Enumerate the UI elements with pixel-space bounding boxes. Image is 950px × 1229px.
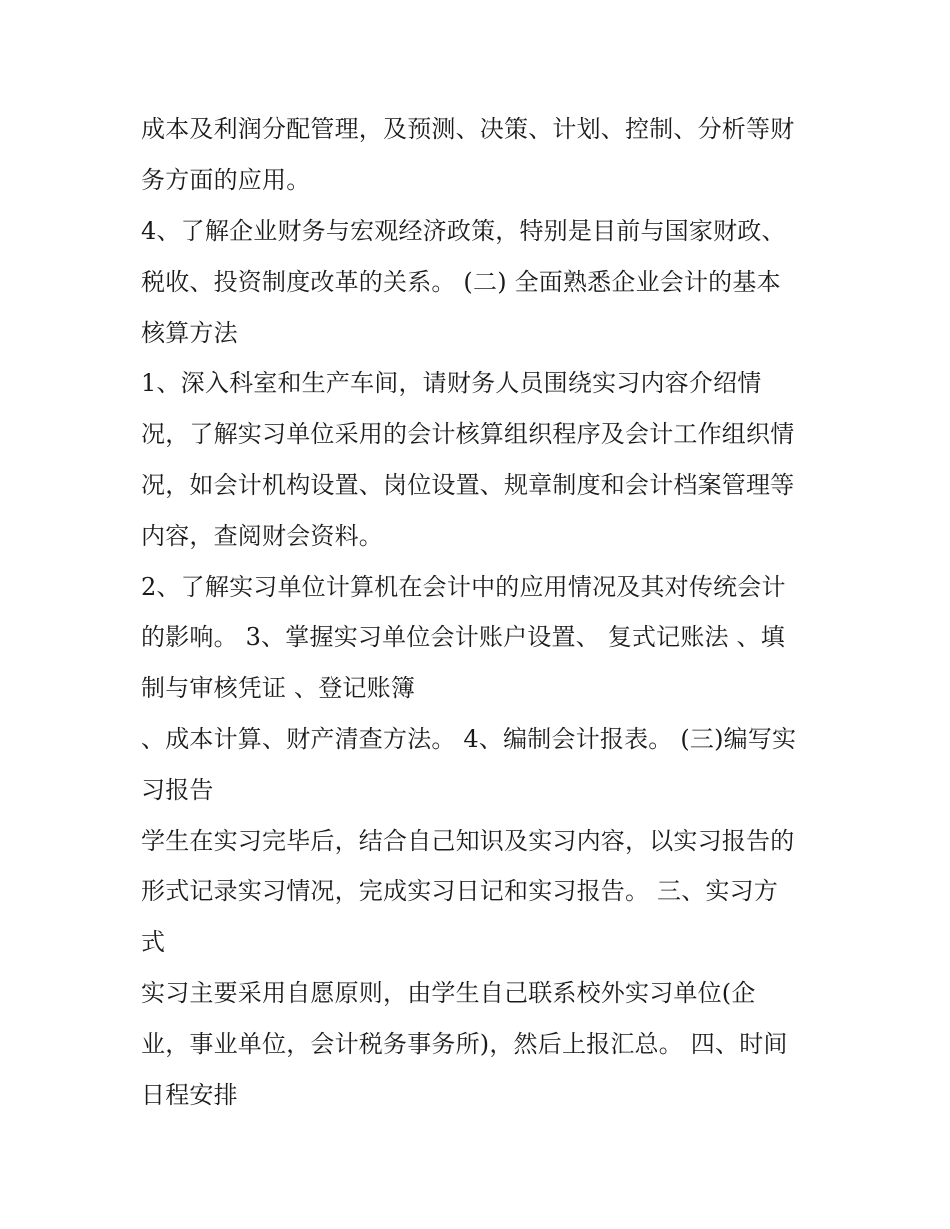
text-line: 式 (141, 928, 166, 956)
text-line: 成本及利润分配管理，及预测、决策、计划、控制、分析等财 (141, 115, 795, 143)
text-line: 业，事业单位，会计税务事务所)，然后上报汇总。 四、时间 (141, 1030, 788, 1058)
text-line: 实习主要采用自愿原则，由学生自己联系校外实习单位(企 (141, 979, 756, 1007)
text-line: 日程安排 (141, 1081, 238, 1109)
text-line: 学生在实习完毕后，结合自己知识及实习内容，以实习报告的 (141, 827, 795, 855)
text-line: 核算方法 (141, 319, 238, 347)
text-line: 内容，查阅财会资料。 (141, 522, 383, 550)
text-line: 况，如会计机构设置、岗位设置、规章制度和会计档案管理等 (141, 471, 795, 499)
text-line: 形式记录实习情况，完成实习日记和实习报告。 三、实习方 (141, 877, 779, 905)
text-line: 1、深入科室和生产车间，请财务人员围绕实习内容介绍情 (141, 369, 762, 397)
text-line: 习报告 (141, 776, 214, 804)
text-line: 税收、投资制度改革的关系。 (二) 全面熟悉企业会计的基本 (141, 268, 781, 296)
text-line: 务方面的应用。 (141, 166, 311, 194)
text-line: 2、了解实习单位计算机在会计中的应用情况及其对传统会计 (141, 573, 786, 601)
text-line: 4、了解企业财务与宏观经济政策，特别是目前与国家财政、 (141, 217, 786, 245)
text-line: 、成本计算、财产清查方法。 4、编制会计报表。 (三)编写实 (141, 725, 797, 753)
text-line: 制与审核凭证 、登记账簿 (141, 674, 416, 702)
text-line: 的影响。 3、掌握实习单位会计账户设置、 复式记账法 、填 (141, 623, 785, 651)
text-line: 况，了解实习单位采用的会计核算组织程序及会计工作组织情 (141, 420, 795, 448)
